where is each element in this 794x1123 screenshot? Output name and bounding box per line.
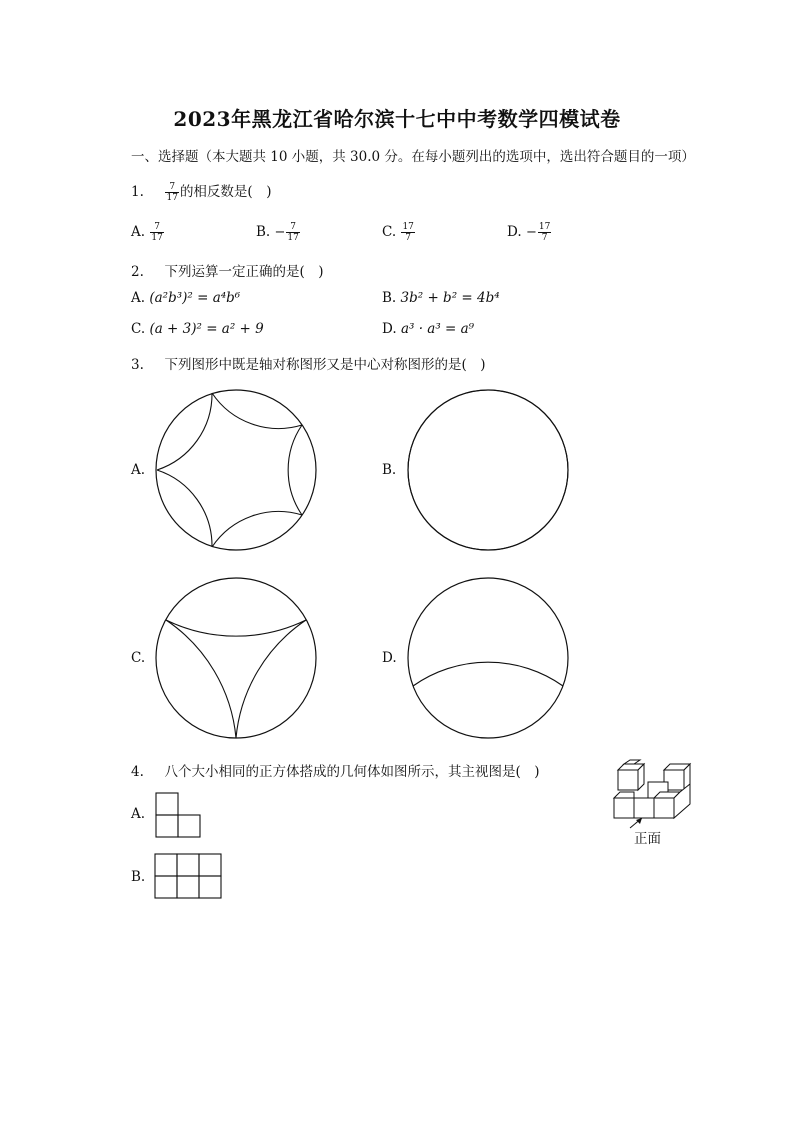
option-fraction — [401, 222, 414, 243]
option-sign: − — [274, 225, 286, 240]
fraction-denominator: 17 — [151, 233, 163, 243]
q3-figure-a[interactable] — [154, 388, 318, 552]
section-heading: 一、选择题（本大题共 10 小题，共 30.0 分。在每小题列出的选项中，选出符合题目的一项） — [131, 149, 695, 165]
option-sign: − — [525, 225, 537, 240]
option-expression: a³ · a³ = a⁹ — [400, 321, 475, 337]
q1-option-c[interactable] — [382, 222, 416, 243]
figure-caption: 正面 — [634, 831, 661, 847]
question-text: 下列图形中既是轴对称图形又是中心对称图形的是( ) — [164, 357, 486, 373]
question-text: 八个大小相同的正方体搭成的几何体如图所示，其主视图是( ) — [164, 764, 540, 780]
fraction-denominator: 17 — [287, 233, 299, 243]
q4-option-b-label[interactable]: B. — [131, 869, 146, 885]
q2-option-b[interactable] — [382, 290, 500, 306]
question-4 — [131, 760, 540, 780]
option-label: B. — [382, 290, 397, 306]
question-number: 3. — [131, 357, 144, 373]
option-expression: (a²b³)² = a⁴b⁶ — [149, 290, 241, 306]
q2-option-d[interactable] — [382, 321, 474, 337]
q1-option-a[interactable] — [131, 222, 165, 243]
q1-option-d[interactable] — [507, 222, 552, 243]
q4-cube-figure — [608, 760, 698, 830]
question-number: 1. — [131, 184, 144, 200]
fraction-numerator: 7 — [150, 222, 163, 233]
option-expression: 3b² + b² = 4b⁴ — [400, 290, 500, 306]
option-expression: (a + 3)² = a² + 9 — [149, 321, 264, 337]
fraction-numerator: 7 — [286, 222, 299, 233]
option-label: C. — [131, 321, 146, 337]
q3-option-a-label[interactable]: A. — [131, 462, 146, 478]
fraction — [165, 182, 178, 203]
option-label: B. — [256, 224, 271, 240]
option-label: C. — [382, 224, 397, 240]
option-label: D. — [382, 321, 397, 337]
q3-figure-b[interactable] — [406, 388, 570, 552]
option-fraction — [286, 222, 299, 243]
q3-option-c-label[interactable]: C. — [131, 650, 146, 666]
q3-figure-d[interactable] — [406, 576, 570, 740]
question-text: 的相反数是( ) — [179, 184, 272, 200]
q2-option-c[interactable] — [131, 321, 264, 337]
q3-option-d-label[interactable]: D. — [382, 650, 397, 666]
fraction-numerator: 17 — [538, 222, 551, 232]
fraction-denominator: 7 — [541, 233, 548, 243]
option-label: A. — [131, 224, 146, 240]
q4-figure-b[interactable] — [154, 853, 224, 899]
option-label: A. — [131, 290, 146, 306]
q1-option-b[interactable] — [256, 222, 301, 243]
q2-option-a[interactable] — [131, 290, 240, 306]
question-3 — [131, 353, 486, 373]
question-1 — [131, 180, 271, 203]
page-title: 2023年黑龙江省哈尔滨十七中中考数学四模试卷 — [173, 107, 621, 131]
option-label: D. — [507, 224, 522, 240]
fraction-numerator: 7 — [165, 182, 178, 193]
fraction-denominator: 7 — [405, 233, 412, 243]
question-number: 4. — [131, 764, 144, 780]
q4-figure-a[interactable] — [155, 792, 203, 838]
q4-option-a-label[interactable]: A. — [131, 806, 146, 822]
q3-figure-c[interactable] — [154, 576, 318, 740]
fraction-numerator: 17 — [402, 222, 414, 232]
option-fraction — [150, 222, 163, 243]
fraction-denominator: 17 — [166, 193, 178, 203]
question-2 — [131, 260, 324, 280]
option-fraction — [538, 222, 551, 243]
q3-option-b-label[interactable]: B. — [382, 462, 397, 478]
question-text: 下列运算一定正确的是( ) — [164, 264, 324, 280]
question-number: 2. — [131, 264, 144, 280]
